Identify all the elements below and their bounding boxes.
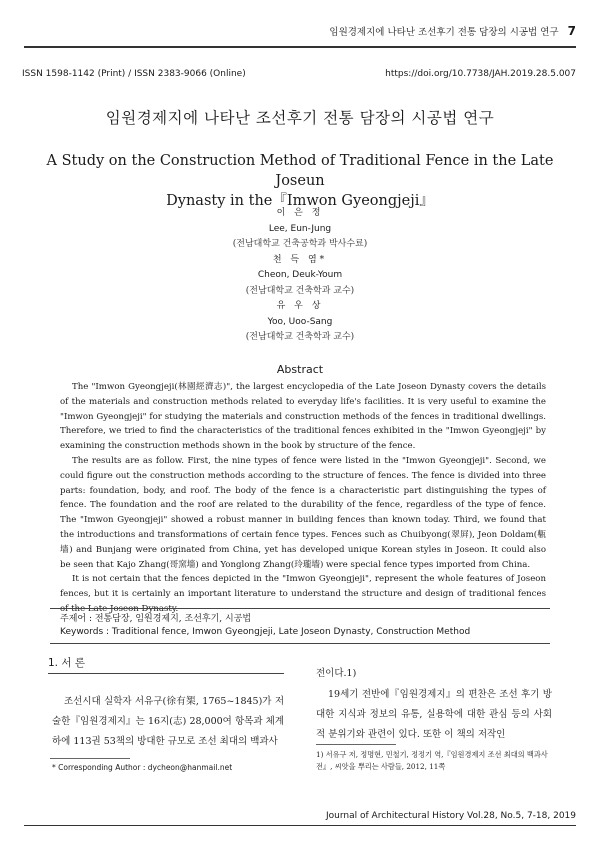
running-title: 임원경제지에 나타난 조선후기 전통 담장의 시공법 연구	[329, 27, 559, 38]
keywords-rule-top	[50, 608, 550, 609]
author-name-ko: 이 은 정	[276, 208, 324, 218]
author-affiliation: (전남대학교 건축학과 교수)	[245, 332, 355, 342]
left-column-text	[52, 692, 284, 752]
abstract-paragraph: It is not certain that the fences depicted in the "Imwon Gyeongjeji", represent the whole features of Joseon fences, but it is certainly an important literature to understand the structure and design of traditional fences	[60, 574, 546, 600]
abstract-body	[60, 380, 546, 617]
author-name-ko: 천 득 염*	[272, 254, 328, 265]
author-name-ko: 유 우 상	[276, 301, 324, 311]
korean-title: 임원경제지에 나타난 조선후기 전통 담장의 시공법 연구	[105, 109, 495, 127]
author-list	[0, 206, 600, 346]
author-name-en: Yoo, Uoo-Sang	[267, 316, 333, 327]
section-rule	[48, 673, 284, 674]
abstract-heading: Abstract	[276, 363, 324, 376]
running-header	[329, 24, 576, 38]
footnote-1: 1) 서유구 저, 정명현, 민철기, 정정기 역,『임원경제지 조선 최대의 백과사전』, 씨앗을 뿌리는 사람들, 2012, 11쪽	[316, 750, 548, 771]
page-number: 7	[567, 24, 576, 38]
footnote-rule	[50, 758, 130, 759]
english-title-line-1: A Study on the Construction Method of Traditional Fence in the Late Joseun	[46, 153, 554, 189]
keywords-korean: 주제어 : 전통담장, 임원경제지, 조선후기, 시공법	[60, 614, 252, 624]
footnote-rule	[316, 744, 396, 745]
journal-footer: Journal of Architectural History Vol.28, No.5, 7-18, 2019	[326, 811, 576, 821]
right-column-text	[316, 685, 552, 745]
footer-rule	[24, 825, 576, 826]
keywords-english: Keywords : Traditional fence, Imwon Gyeongjeji, Late Joseon Dynasty, Construction Method	[60, 627, 471, 637]
body-paragraph: 19세기 전반에『임원경제지』의 편찬은 조선 후기 방대한 지식과 정보의 유통, 실용학에 대한 관심 등의 사회적 분위기와 관련이 있다. 또한 이 책의 저작인	[316, 689, 552, 740]
english-title	[40, 151, 560, 211]
section-title: 1. 서 론	[48, 657, 85, 669]
corresponding-author-note: * Corresponding Author : dycheon@hanmail.net	[52, 763, 233, 772]
right-column-first-line: 전이다.1)	[316, 668, 357, 679]
author-affiliation: (전남대학교 건축학과 교수)	[245, 285, 355, 296]
abstract-paragraph: The "Imwon Gyeongjeji(林園經濟志)", the largest encyclopedia of the Late Joseon Dynasty covers the details of the materials and construction methods related to everyday life's facilities. It is very useful to examine the "Imwon Gyeongjeji" for studying the materials and construction methods of the fences in traditional dwellings. Therefore, we tried to find the characteristics of the traditional fences exhibited in the "Imwon Gyeongjeji" by examining the construction methods shown in the book by structure of the fence.	[60, 382, 546, 452]
body-paragraph: 조선시대 실학자 서유구(徐有榘, 1765~1845)가 저술한『임원경제지』는 16지(志) 28,000여 항목과 체계하에 113권 53책의 방대한 규모로 조선 최대의 백과사	[52, 696, 284, 747]
header-rule	[24, 46, 576, 48]
abstract-paragraph: The results are as follow. First, the nine types of fence were listed in the "Imwon Gyeongjeji". Second, we could figure out the construction methods according to the structure of fences. The fence is divided into three parts: foundation, body, and roof. The body of the fence is a characteristic part distinguishing the types of fence. The foundation and the roof are related to the durability of the fence, regardless of the type of fence. The "Imwon Gyeongjeji" showed a robust manner in building fences than known today. Third, we found that the introductions and transformations of certain fence types. Fences such as Chuibyong(翠屛), Jeon Doldam(甎墻) and Bunjang were originated from China, yet has developed unique Korean styles in Joseon. It could also be seen that Kajo Zhang(哥窯墻) and Yonglong Zhang(玲瓏墻) were special fence types imported from China.	[60, 455, 546, 570]
issn: ISSN 1598-1142 (Print) / ISSN 2383-9066 (Online)	[22, 69, 246, 79]
author-name-en: Lee, Eun-Jung	[268, 223, 332, 234]
author-name-en: Cheon, Deuk-Youm	[257, 270, 343, 280]
author-affiliation: (전남대학교 건축공학과 박사수료)	[232, 239, 368, 249]
english-title-line-2: Dynasty in the『Imwon Gyeongjeji』	[166, 193, 434, 209]
doi-link[interactable]: https://doi.org/10.7738/JAH.2019.28.5.007	[385, 69, 576, 79]
keywords-rule-bottom	[50, 643, 550, 644]
